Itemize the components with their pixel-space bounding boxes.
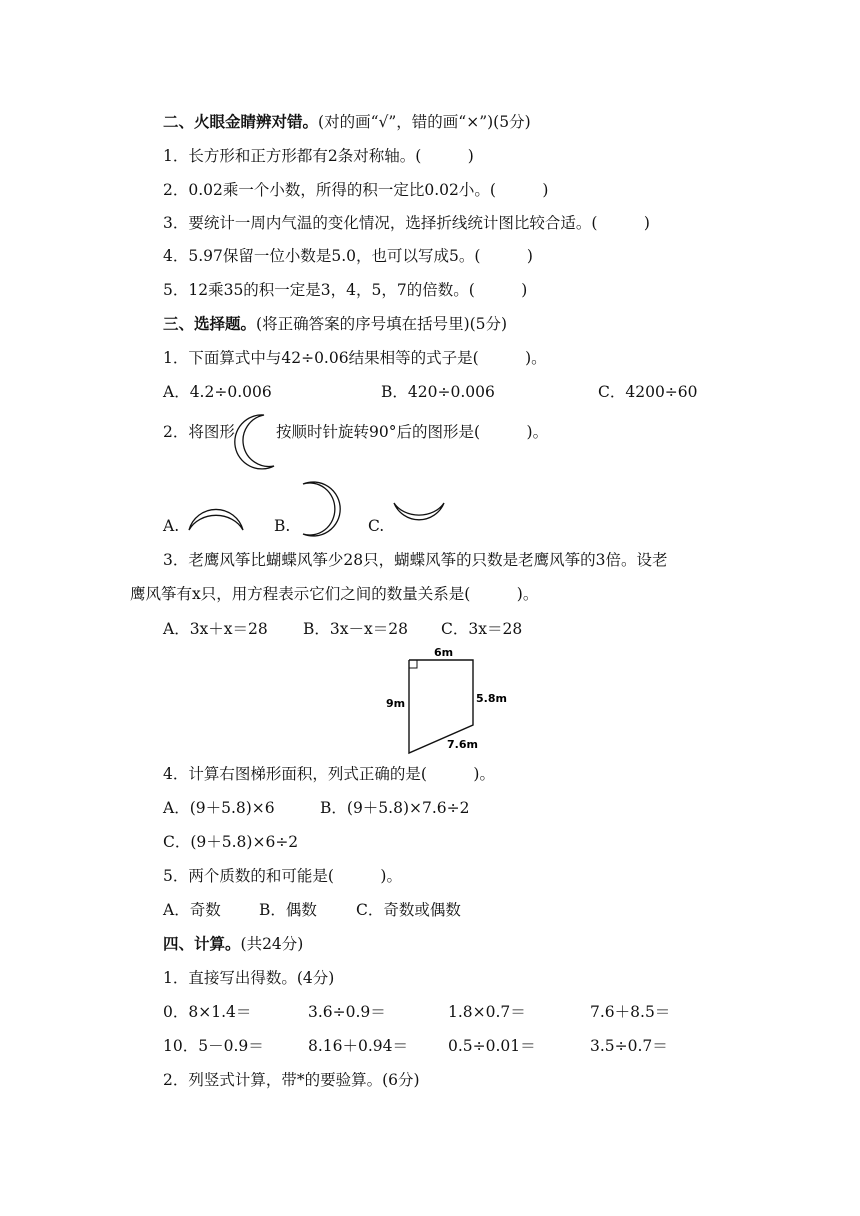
section-2-note: (对的画“√”，错的画“×”)(5分) [318, 113, 531, 131]
trapezoid-figure [380, 642, 520, 760]
choice-q4-option-b: B．(9＋5.8)×7.6÷2 [320, 799, 470, 817]
section-4-heading [163, 934, 303, 954]
calc-q2: 2．列竖式计算，带*的要验算。(6分) [163, 1071, 420, 1089]
choice-q3-line-2: 鹰风筝有x只，用方程表示它们之间的数量关系是( )。 [130, 585, 539, 603]
choice-q2-text-before: 2．将图形 [163, 423, 235, 441]
section-3-note: (将正确答案的序号填在括号里)(5分) [256, 315, 508, 333]
choice-q1: 1．下面算式中与42÷0.06结果相等的式子是( )。 [163, 349, 547, 367]
judge-item-4: 4．5.97保留一位小数是5.0，也可以写成5。( ) [163, 247, 533, 265]
calc-row1-item-1: 0．8×1.4＝ [163, 1003, 252, 1021]
trapezoid-left-label: 9m [386, 697, 406, 710]
choice-q2-option-b-label: B. [274, 517, 291, 535]
calc-row2-item-4: 3.5÷0.7＝ [590, 1037, 668, 1055]
judge-item-2: 2．0.02乘一个小数，所得的积一定比0.02小。( ) [163, 181, 549, 199]
choice-q5: 5．两个质数的和可能是( )。 [163, 867, 402, 885]
calc-q1: 1．直接写出得数。(4分) [163, 969, 335, 987]
judge-item-3: 3．要统计一周内气温的变化情况，选择折线统计图比较合适。( ) [163, 214, 650, 232]
choice-q4-option-c: C．(9＋5.8)×6÷2 [163, 833, 299, 851]
choice-q1-option-c: C．4200÷60 [598, 383, 698, 401]
judge-item-1: 1．长方形和正方形都有2条对称轴。( ) [163, 147, 474, 165]
judge-item-5: 5．12乘35的积一定是3，4，5，7的倍数。( ) [163, 281, 528, 299]
trapezoid-top-label: 6m [434, 646, 454, 659]
choice-q3-option-c: C．3x＝28 [441, 620, 523, 638]
choice-q2-option-c-label: C. [368, 517, 385, 535]
choice-q2-text-after: 按顺时针旋转90°后的图形是( )。 [276, 423, 549, 441]
section-4-note: (共24分) [240, 935, 304, 953]
choice-q5-option-b: B．偶数 [259, 901, 317, 919]
calc-row1-item-3: 1.8×0.7＝ [448, 1003, 526, 1021]
section-2-heading [163, 112, 531, 132]
calc-row2-item-3: 0.5÷0.01＝ [448, 1037, 536, 1055]
calc-row2-item-1: 10．5－0.9＝ [163, 1037, 264, 1055]
section-3-heading [163, 314, 507, 334]
section-2-title: 二、火眼金睛辨对错。 [163, 113, 319, 131]
choice-q2-option-a-label: A. [163, 517, 180, 535]
calc-row2-item-2: 8.16＋0.94＝ [308, 1037, 409, 1055]
choice-q4-option-a: A．(9＋5.8)×6 [163, 799, 275, 817]
crescent-option-a-icon [186, 496, 246, 536]
trapezoid-bottom-label: 7.6m [447, 738, 478, 751]
choice-q5-option-c: C．奇数或偶数 [356, 901, 461, 919]
crescent-figure-icon [240, 412, 280, 470]
crescent-option-b-icon [297, 481, 339, 537]
choice-q1-option-b: B．420÷0.006 [381, 383, 495, 401]
calc-row1-item-4: 7.6＋8.5＝ [590, 1003, 671, 1021]
calc-row1-item-2: 3.6÷0.9＝ [308, 1003, 386, 1021]
choice-q3-line-1: 3．老鹰风筝比蝴蝶风筝少28只，蝴蝶风筝的只数是老鹰风筝的3倍。设老 [163, 551, 668, 569]
choice-q3-option-a: A．3x＋x＝28 [163, 620, 268, 638]
trapezoid-right-label: 5.8m [476, 692, 507, 705]
choice-q1-option-a: A．4.2÷0.006 [163, 383, 272, 401]
choice-q4: 4．计算右图梯形面积，列式正确的是( )。 [163, 765, 495, 783]
crescent-option-c-icon [391, 497, 447, 537]
section-3-title: 三、选择题。 [163, 315, 257, 333]
choice-q5-option-a: A．奇数 [163, 901, 221, 919]
section-4-title: 四、计算。 [163, 935, 241, 953]
choice-q3-option-b: B．3x－x＝28 [303, 620, 408, 638]
